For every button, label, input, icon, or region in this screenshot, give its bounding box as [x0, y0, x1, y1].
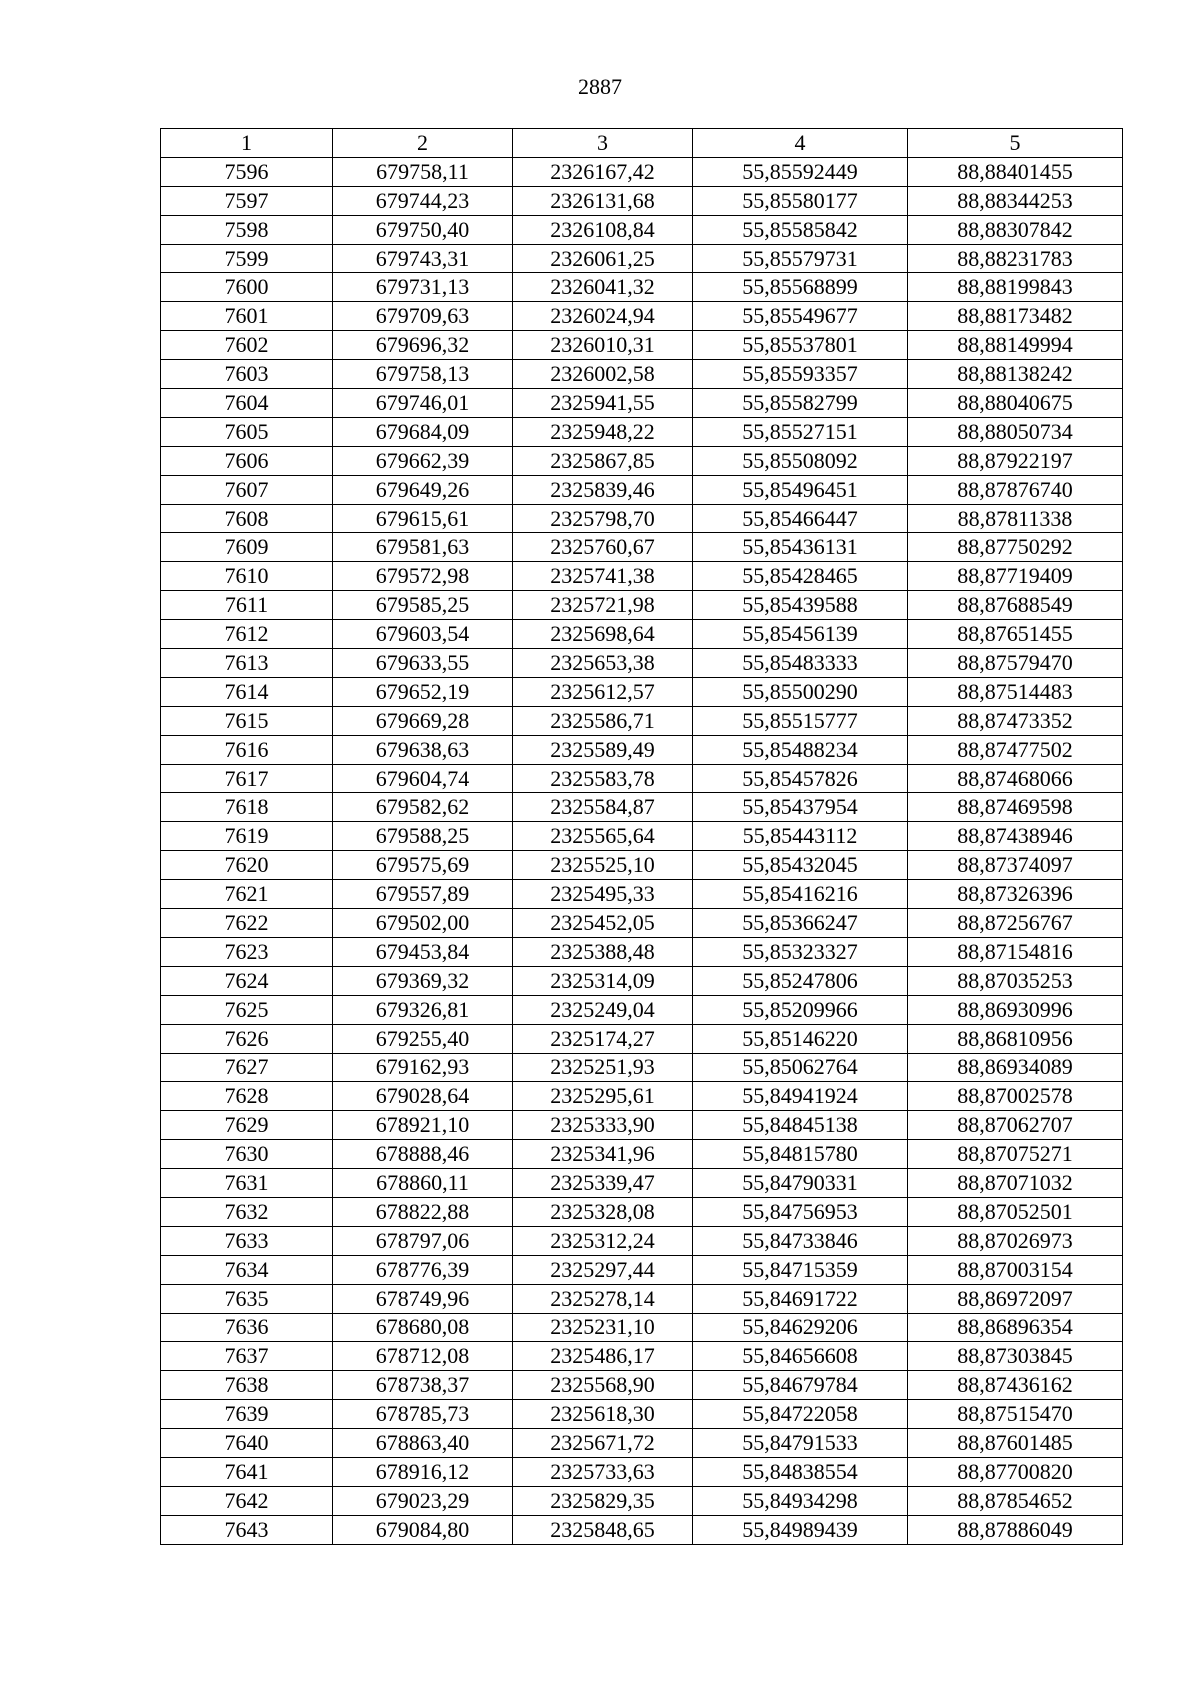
- column-header: 3: [513, 129, 693, 158]
- table-cell: 7613: [161, 649, 333, 678]
- table-cell: 2325584,87: [513, 793, 693, 822]
- table-cell: 88,87035253: [908, 966, 1123, 995]
- table-cell: 2325733,63: [513, 1457, 693, 1486]
- table-cell: 2325328,08: [513, 1197, 693, 1226]
- table-cell: 7620: [161, 851, 333, 880]
- table-row: [161, 1024, 1123, 1053]
- table-cell: 2325721,98: [513, 591, 693, 620]
- table-row: [161, 909, 1123, 938]
- table-cell: 55,85443112: [693, 822, 908, 851]
- table-row: [161, 1371, 1123, 1400]
- table-cell: 55,84941924: [693, 1082, 908, 1111]
- table-row: [161, 186, 1123, 215]
- table-cell: 55,85146220: [693, 1024, 908, 1053]
- table-cell: 679669,28: [333, 706, 513, 735]
- table-cell: 2325312,24: [513, 1226, 693, 1255]
- table-cell: 88,87750292: [908, 533, 1123, 562]
- table-cell: 679638,63: [333, 735, 513, 764]
- table-row: [161, 360, 1123, 389]
- table-cell: 88,87062707: [908, 1111, 1123, 1140]
- table-row: [161, 649, 1123, 678]
- table-cell: 679744,23: [333, 186, 513, 215]
- table-cell: 679731,13: [333, 273, 513, 302]
- table-cell: 88,87071032: [908, 1169, 1123, 1198]
- table-cell: 2326061,25: [513, 244, 693, 273]
- table-row: [161, 562, 1123, 591]
- table-cell: 679662,39: [333, 446, 513, 475]
- table-cell: 2325568,90: [513, 1371, 693, 1400]
- table-row: [161, 244, 1123, 273]
- table-cell: 678822,88: [333, 1197, 513, 1226]
- table-cell: 7641: [161, 1457, 333, 1486]
- table-cell: 55,84791533: [693, 1429, 908, 1458]
- table-cell: 7617: [161, 764, 333, 793]
- table-cell: 88,87154816: [908, 937, 1123, 966]
- table-cell: 2325297,44: [513, 1255, 693, 1284]
- table-cell: 679709,63: [333, 302, 513, 331]
- table-cell: 55,85456139: [693, 620, 908, 649]
- table-cell: 2325589,49: [513, 735, 693, 764]
- table-cell: 7629: [161, 1111, 333, 1140]
- table-row: [161, 1197, 1123, 1226]
- table-cell: 88,86930996: [908, 995, 1123, 1024]
- table-cell: 7631: [161, 1169, 333, 1198]
- table-row: [161, 793, 1123, 822]
- table-row: [161, 937, 1123, 966]
- table-cell: 55,85585842: [693, 215, 908, 244]
- table-cell: 2326024,94: [513, 302, 693, 331]
- table-row: [161, 677, 1123, 706]
- table-cell: 7635: [161, 1284, 333, 1313]
- table-row: [161, 157, 1123, 186]
- table-cell: 679588,25: [333, 822, 513, 851]
- table-cell: 55,84679784: [693, 1371, 908, 1400]
- table-cell: 2325339,47: [513, 1169, 693, 1198]
- table-row: [161, 1313, 1123, 1342]
- table-cell: 7607: [161, 475, 333, 504]
- table-cell: 7633: [161, 1226, 333, 1255]
- table-cell: 2325671,72: [513, 1429, 693, 1458]
- table-cell: 7627: [161, 1053, 333, 1082]
- column-header: 2: [333, 129, 513, 158]
- column-header: 4: [693, 129, 908, 158]
- table-cell: 55,85062764: [693, 1053, 908, 1082]
- table-cell: 7616: [161, 735, 333, 764]
- page-number: 2887: [578, 74, 622, 99]
- table-cell: 55,84715359: [693, 1255, 908, 1284]
- table-cell: 2325231,10: [513, 1313, 693, 1342]
- table-cell: 88,87468066: [908, 764, 1123, 793]
- table-cell: 88,87438946: [908, 822, 1123, 851]
- table-cell: 2325525,10: [513, 851, 693, 880]
- table-cell: 88,87515470: [908, 1400, 1123, 1429]
- table-cell: 7599: [161, 244, 333, 273]
- table-cell: 2325565,64: [513, 822, 693, 851]
- table-row: [161, 1284, 1123, 1313]
- table-cell: 55,85366247: [693, 909, 908, 938]
- table-cell: 678738,37: [333, 1371, 513, 1400]
- table-cell: 88,86972097: [908, 1284, 1123, 1313]
- table-cell: 2325867,85: [513, 446, 693, 475]
- table-cell: 55,84934298: [693, 1486, 908, 1515]
- table-cell: 88,87374097: [908, 851, 1123, 880]
- table-cell: 88,88173482: [908, 302, 1123, 331]
- table-cell: 88,87026973: [908, 1226, 1123, 1255]
- table-row: [161, 1457, 1123, 1486]
- table-cell: 55,85247806: [693, 966, 908, 995]
- table-cell: 2325618,30: [513, 1400, 693, 1429]
- table-cell: 7614: [161, 677, 333, 706]
- table-cell: 679743,31: [333, 244, 513, 273]
- table-cell: 7623: [161, 937, 333, 966]
- table-cell: 55,85439588: [693, 591, 908, 620]
- table-cell: 2325948,22: [513, 417, 693, 446]
- table-cell: 88,88401455: [908, 157, 1123, 186]
- table-row: [161, 331, 1123, 360]
- table-cell: 7630: [161, 1140, 333, 1169]
- table-row: [161, 1342, 1123, 1371]
- table-cell: 7615: [161, 706, 333, 735]
- table-cell: 679684,09: [333, 417, 513, 446]
- table-cell: 7597: [161, 186, 333, 215]
- table-cell: 2325583,78: [513, 764, 693, 793]
- table-row: [161, 389, 1123, 418]
- column-header: 1: [161, 129, 333, 158]
- table-cell: 55,85432045: [693, 851, 908, 880]
- table-cell: 679615,61: [333, 504, 513, 533]
- table-row: [161, 1082, 1123, 1111]
- table-cell: 7601: [161, 302, 333, 331]
- table-cell: 679023,29: [333, 1486, 513, 1515]
- table-cell: 678888,46: [333, 1140, 513, 1169]
- table-cell: 55,85593357: [693, 360, 908, 389]
- table-cell: 88,87436162: [908, 1371, 1123, 1400]
- table-cell: 88,87922197: [908, 446, 1123, 475]
- table-cell: 7608: [161, 504, 333, 533]
- table-cell: 7625: [161, 995, 333, 1024]
- table-cell: 7632: [161, 1197, 333, 1226]
- table-cell: 55,85488234: [693, 735, 908, 764]
- table-cell: 679652,19: [333, 677, 513, 706]
- table-cell: 55,85416216: [693, 880, 908, 909]
- table-cell: 7610: [161, 562, 333, 591]
- table-cell: 55,85582799: [693, 389, 908, 418]
- table-cell: 88,88050734: [908, 417, 1123, 446]
- table-cell: 2326002,58: [513, 360, 693, 389]
- table-cell: 7638: [161, 1371, 333, 1400]
- table-cell: 88,87886049: [908, 1515, 1123, 1544]
- table-row: [161, 851, 1123, 880]
- table-cell: 679453,84: [333, 937, 513, 966]
- table-cell: 55,85580177: [693, 186, 908, 215]
- table-cell: 679502,00: [333, 909, 513, 938]
- table-cell: 55,85508092: [693, 446, 908, 475]
- table-cell: 88,87651455: [908, 620, 1123, 649]
- table-cell: 679162,93: [333, 1053, 513, 1082]
- table-cell: 55,85568899: [693, 273, 908, 302]
- table-cell: 55,85515777: [693, 706, 908, 735]
- table-cell: 2325486,17: [513, 1342, 693, 1371]
- table-cell: 7639: [161, 1400, 333, 1429]
- table-cell: 55,85466447: [693, 504, 908, 533]
- table-cell: 55,85537801: [693, 331, 908, 360]
- table-cell: 2325612,57: [513, 677, 693, 706]
- table-row: [161, 995, 1123, 1024]
- table-cell: 7611: [161, 591, 333, 620]
- table-cell: 679028,64: [333, 1082, 513, 1111]
- table-cell: 2326108,84: [513, 215, 693, 244]
- table-cell: 2325251,93: [513, 1053, 693, 1082]
- table-cell: 678797,06: [333, 1226, 513, 1255]
- table-body: [161, 157, 1123, 1544]
- table-cell: 679585,25: [333, 591, 513, 620]
- table-cell: 678921,10: [333, 1111, 513, 1140]
- table-cell: 55,84629206: [693, 1313, 908, 1342]
- table-cell: 7612: [161, 620, 333, 649]
- table-cell: 679746,01: [333, 389, 513, 418]
- table-cell: 679696,32: [333, 331, 513, 360]
- table-row: [161, 822, 1123, 851]
- table-row: [161, 1226, 1123, 1255]
- table-cell: 679255,40: [333, 1024, 513, 1053]
- table-row: [161, 504, 1123, 533]
- table-cell: 679649,26: [333, 475, 513, 504]
- table-cell: 679604,74: [333, 764, 513, 793]
- table-cell: 88,87477502: [908, 735, 1123, 764]
- table-cell: 679758,11: [333, 157, 513, 186]
- table-cell: 2325174,27: [513, 1024, 693, 1053]
- table-cell: 7600: [161, 273, 333, 302]
- table-row: [161, 966, 1123, 995]
- table-cell: 88,87854652: [908, 1486, 1123, 1515]
- table-cell: 7637: [161, 1342, 333, 1371]
- table-cell: 88,87811338: [908, 504, 1123, 533]
- table-row: [161, 446, 1123, 475]
- table-cell: 679603,54: [333, 620, 513, 649]
- table-cell: 2326131,68: [513, 186, 693, 215]
- table-cell: 7624: [161, 966, 333, 995]
- table-row: [161, 1255, 1123, 1284]
- table-row: [161, 1400, 1123, 1429]
- table-cell: 88,87326396: [908, 880, 1123, 909]
- table-cell: 88,88307842: [908, 215, 1123, 244]
- table-cell: 55,84845138: [693, 1111, 908, 1140]
- table-cell: 2325278,14: [513, 1284, 693, 1313]
- table-header: [161, 129, 1123, 158]
- table-cell: 7622: [161, 909, 333, 938]
- table-row: [161, 475, 1123, 504]
- table-cell: 7619: [161, 822, 333, 851]
- table-cell: 2325698,64: [513, 620, 693, 649]
- table-cell: 88,88138242: [908, 360, 1123, 389]
- table-cell: 2325495,33: [513, 880, 693, 909]
- table-cell: 88,87303845: [908, 1342, 1123, 1371]
- table-cell: 678785,73: [333, 1400, 513, 1429]
- table-cell: 55,85496451: [693, 475, 908, 504]
- table-cell: 679582,62: [333, 793, 513, 822]
- table-cell: 679758,13: [333, 360, 513, 389]
- table-cell: 2326010,31: [513, 331, 693, 360]
- table-cell: 88,88040675: [908, 389, 1123, 418]
- table-cell: 55,85500290: [693, 677, 908, 706]
- table-row: [161, 1169, 1123, 1198]
- table-cell: 88,87700820: [908, 1457, 1123, 1486]
- table-cell: 88,87688549: [908, 591, 1123, 620]
- table-cell: 7636: [161, 1313, 333, 1342]
- table-cell: 2325586,71: [513, 706, 693, 735]
- table-cell: 679369,32: [333, 966, 513, 995]
- table-cell: 55,85428465: [693, 562, 908, 591]
- table-cell: 88,86810956: [908, 1024, 1123, 1053]
- table-cell: 2325848,65: [513, 1515, 693, 1544]
- column-header: 5: [908, 129, 1123, 158]
- table-row: [161, 880, 1123, 909]
- table-cell: 88,86934089: [908, 1053, 1123, 1082]
- table-cell: 55,85323327: [693, 937, 908, 966]
- table-cell: 55,84656608: [693, 1342, 908, 1371]
- table-row: [161, 735, 1123, 764]
- table-cell: 55,84838554: [693, 1457, 908, 1486]
- table-cell: 7626: [161, 1024, 333, 1053]
- table-cell: 7596: [161, 157, 333, 186]
- table-cell: 55,84733846: [693, 1226, 908, 1255]
- table-cell: 88,87473352: [908, 706, 1123, 735]
- table-cell: 88,87002578: [908, 1082, 1123, 1111]
- table-cell: 678680,08: [333, 1313, 513, 1342]
- table-cell: 678776,39: [333, 1255, 513, 1284]
- table-cell: 55,85437954: [693, 793, 908, 822]
- table-cell: 88,87876740: [908, 475, 1123, 504]
- table-cell: 678712,08: [333, 1342, 513, 1371]
- table-cell: 88,87719409: [908, 562, 1123, 591]
- table-cell: 88,88344253: [908, 186, 1123, 215]
- table-cell: 55,84756953: [693, 1197, 908, 1226]
- table-row: [161, 1140, 1123, 1169]
- table-cell: 679572,98: [333, 562, 513, 591]
- table-cell: 55,85483333: [693, 649, 908, 678]
- table-cell: 7606: [161, 446, 333, 475]
- table-cell: 7621: [161, 880, 333, 909]
- table-row: [161, 273, 1123, 302]
- table-row: [161, 533, 1123, 562]
- table-cell: 678863,40: [333, 1429, 513, 1458]
- table-cell: 88,87579470: [908, 649, 1123, 678]
- table-cell: 55,84691722: [693, 1284, 908, 1313]
- table-cell: 2325760,67: [513, 533, 693, 562]
- table-row: [161, 417, 1123, 446]
- table-cell: 88,86896354: [908, 1313, 1123, 1342]
- table-cell: 88,87256767: [908, 909, 1123, 938]
- table-cell: 7598: [161, 215, 333, 244]
- table-cell: 2325829,35: [513, 1486, 693, 1515]
- table-cell: 7640: [161, 1429, 333, 1458]
- table-cell: 679326,81: [333, 995, 513, 1024]
- table-cell: 88,87514483: [908, 677, 1123, 706]
- table-row: [161, 1515, 1123, 1544]
- table-cell: 679633,55: [333, 649, 513, 678]
- table-cell: 7618: [161, 793, 333, 822]
- table-cell: 678860,11: [333, 1169, 513, 1198]
- table-cell: 679084,80: [333, 1515, 513, 1544]
- table-cell: 679750,40: [333, 215, 513, 244]
- table-cell: 2326167,42: [513, 157, 693, 186]
- table-cell: 7643: [161, 1515, 333, 1544]
- table-cell: 55,85457826: [693, 764, 908, 793]
- table-row: [161, 215, 1123, 244]
- table-cell: 2325653,38: [513, 649, 693, 678]
- table-cell: 678916,12: [333, 1457, 513, 1486]
- table-cell: 55,85592449: [693, 157, 908, 186]
- table-cell: 7605: [161, 417, 333, 446]
- table-cell: 88,88199843: [908, 273, 1123, 302]
- table-cell: 55,84790331: [693, 1169, 908, 1198]
- table-cell: 7628: [161, 1082, 333, 1111]
- table-cell: 7642: [161, 1486, 333, 1515]
- coordinates-table: [160, 128, 1123, 1545]
- table-cell: 7609: [161, 533, 333, 562]
- table-cell: 55,85527151: [693, 417, 908, 446]
- table-cell: 7604: [161, 389, 333, 418]
- table-cell: 88,87052501: [908, 1197, 1123, 1226]
- table-cell: 679575,69: [333, 851, 513, 880]
- table-cell: 2325249,04: [513, 995, 693, 1024]
- table-cell: 2325333,90: [513, 1111, 693, 1140]
- table-row: [161, 302, 1123, 331]
- table-cell: 7602: [161, 331, 333, 360]
- table-cell: 55,85549677: [693, 302, 908, 331]
- table-row: [161, 591, 1123, 620]
- table-row: [161, 1053, 1123, 1082]
- table-cell: 55,85209966: [693, 995, 908, 1024]
- table-cell: 2325314,09: [513, 966, 693, 995]
- table-cell: 2325452,05: [513, 909, 693, 938]
- table-cell: 2325839,46: [513, 475, 693, 504]
- table-cell: 2325741,38: [513, 562, 693, 591]
- table-row: [161, 1486, 1123, 1515]
- table-cell: 7634: [161, 1255, 333, 1284]
- table-cell: 2325295,61: [513, 1082, 693, 1111]
- table-cell: 88,87469598: [908, 793, 1123, 822]
- header-row: [161, 129, 1123, 158]
- table-cell: 88,88149994: [908, 331, 1123, 360]
- table-row: [161, 1111, 1123, 1140]
- table-row: [161, 620, 1123, 649]
- table-cell: 7603: [161, 360, 333, 389]
- table-cell: 55,84989439: [693, 1515, 908, 1544]
- table-cell: 2325798,70: [513, 504, 693, 533]
- table-cell: 88,87003154: [908, 1255, 1123, 1284]
- table-cell: 55,84815780: [693, 1140, 908, 1169]
- table-cell: 678749,96: [333, 1284, 513, 1313]
- table-cell: 2326041,32: [513, 273, 693, 302]
- table-cell: 2325341,96: [513, 1140, 693, 1169]
- table-cell: 55,85579731: [693, 244, 908, 273]
- table-cell: 88,87075271: [908, 1140, 1123, 1169]
- table-cell: 2325941,55: [513, 389, 693, 418]
- table-cell: 55,84722058: [693, 1400, 908, 1429]
- table-cell: 679581,63: [333, 533, 513, 562]
- table-cell: 88,88231783: [908, 244, 1123, 273]
- table-row: [161, 764, 1123, 793]
- table-cell: 2325388,48: [513, 937, 693, 966]
- table-cell: 55,85436131: [693, 533, 908, 562]
- table-row: [161, 1429, 1123, 1458]
- table-row: [161, 706, 1123, 735]
- table-cell: 88,87601485: [908, 1429, 1123, 1458]
- table-cell: 679557,89: [333, 880, 513, 909]
